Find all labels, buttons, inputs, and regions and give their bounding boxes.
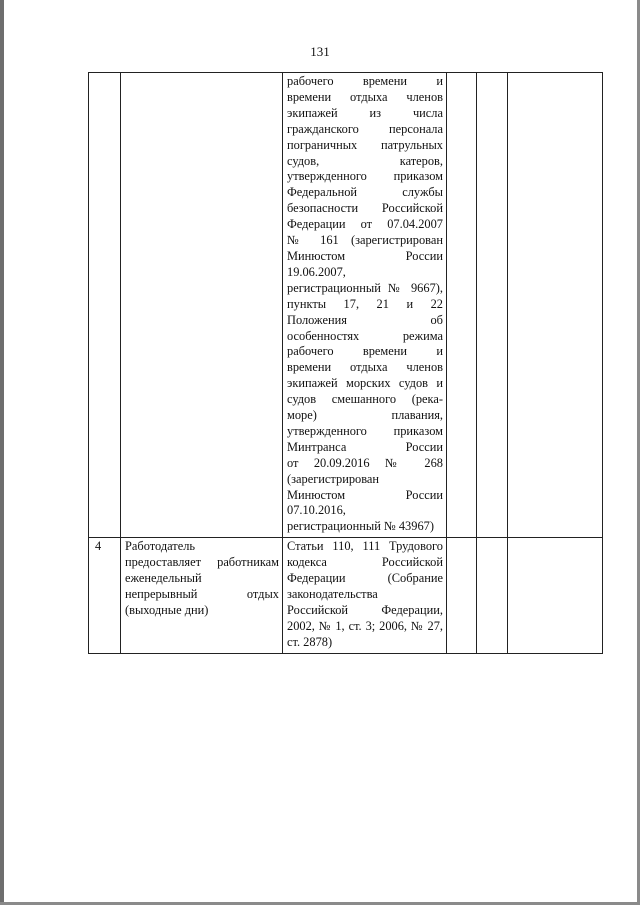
text-line: 2002, № 1, ст. 3; 2006, № 27, <box>287 618 443 633</box>
text-line: утвержденного приказом <box>287 169 443 184</box>
requirement-cell <box>121 73 283 538</box>
text-line: времени отдыха членов <box>287 89 443 104</box>
text-line: № 161 (зарегистрирован <box>287 233 443 248</box>
row-number-cell <box>89 538 121 653</box>
empty-cell-a <box>447 73 477 538</box>
text-line: Федерации от 07.04.2007 <box>287 217 443 232</box>
scan-left-edge <box>0 0 4 905</box>
requirement-cell <box>121 538 283 653</box>
text-line: пограничных патрульных <box>287 137 443 152</box>
text-line: Федерации (Собрание <box>287 571 443 586</box>
empty-cell-c <box>508 73 603 538</box>
text-line: Минюстом России <box>287 248 443 263</box>
text-line: Положения об <box>287 312 443 327</box>
text-line: Минтранса России <box>287 439 443 454</box>
text-line: рабочего времени и <box>287 74 443 88</box>
text-line: Российской Федерации, <box>287 602 443 617</box>
text-line: рабочего времени и <box>287 344 443 359</box>
text-line: гражданского персонала <box>287 121 443 136</box>
legal-reference-text <box>283 73 446 537</box>
text-line: законодательства <box>287 587 378 601</box>
text-line: Работодатель <box>125 539 196 554</box>
text-line: Статьи 110, 111 Трудового <box>287 539 443 554</box>
text-line: безопасности Российской <box>287 201 443 216</box>
empty-cell-c <box>508 538 603 653</box>
text-line: от 20.09.2016 № 268 <box>287 455 443 470</box>
text-line: (зарегистрирован <box>287 471 380 486</box>
text-line: 19.06.2007, <box>287 264 346 279</box>
text-line: регистрационный № 43967) <box>287 519 434 534</box>
requirement-text <box>121 538 282 621</box>
text-line: экипажей морских судов и <box>287 376 443 391</box>
page-number: 131 <box>310 44 330 59</box>
table-row <box>89 538 603 653</box>
empty-cell-b <box>477 73 508 538</box>
text-line: утвержденного приказом <box>287 423 443 438</box>
text-line: непрерывный отдых <box>125 587 279 601</box>
text-line: пункты 17, 21 и 22 <box>287 296 443 311</box>
text-line: еженедельный <box>125 571 202 586</box>
text-line: море) плавания, <box>287 408 443 423</box>
text-line: регистрационный № 9667), <box>287 280 443 295</box>
table-row <box>89 73 603 538</box>
text-line: (выходные дни) <box>125 602 209 617</box>
empty-cell-a <box>447 538 477 653</box>
empty-cell-b <box>477 538 508 653</box>
text-line: судов смешанного (река- <box>287 392 443 407</box>
text-line: экипажей из числа <box>287 105 443 120</box>
requirements-table <box>88 72 603 654</box>
text-line: судов, катеров, <box>287 153 443 168</box>
text-line: кодекса Российской <box>287 555 443 570</box>
text-line: особенностях режима <box>287 328 443 343</box>
requirement-text <box>121 73 282 76</box>
legal-reference-text <box>283 538 446 652</box>
text-line: Минюстом России <box>287 487 443 502</box>
legal-reference-cell <box>283 73 447 538</box>
row-number <box>89 73 120 74</box>
text-line: ст. 2878) <box>287 634 333 649</box>
text-line: предоставляет работникам <box>125 555 279 570</box>
legal-reference-cell <box>283 538 447 653</box>
row-number: 4 <box>95 539 102 554</box>
text-line: 07.10.2016, <box>287 503 346 518</box>
text-line: Федеральной службы <box>287 185 443 200</box>
row-number-cell <box>89 73 121 538</box>
text-line: времени отдыха членов <box>287 360 443 375</box>
